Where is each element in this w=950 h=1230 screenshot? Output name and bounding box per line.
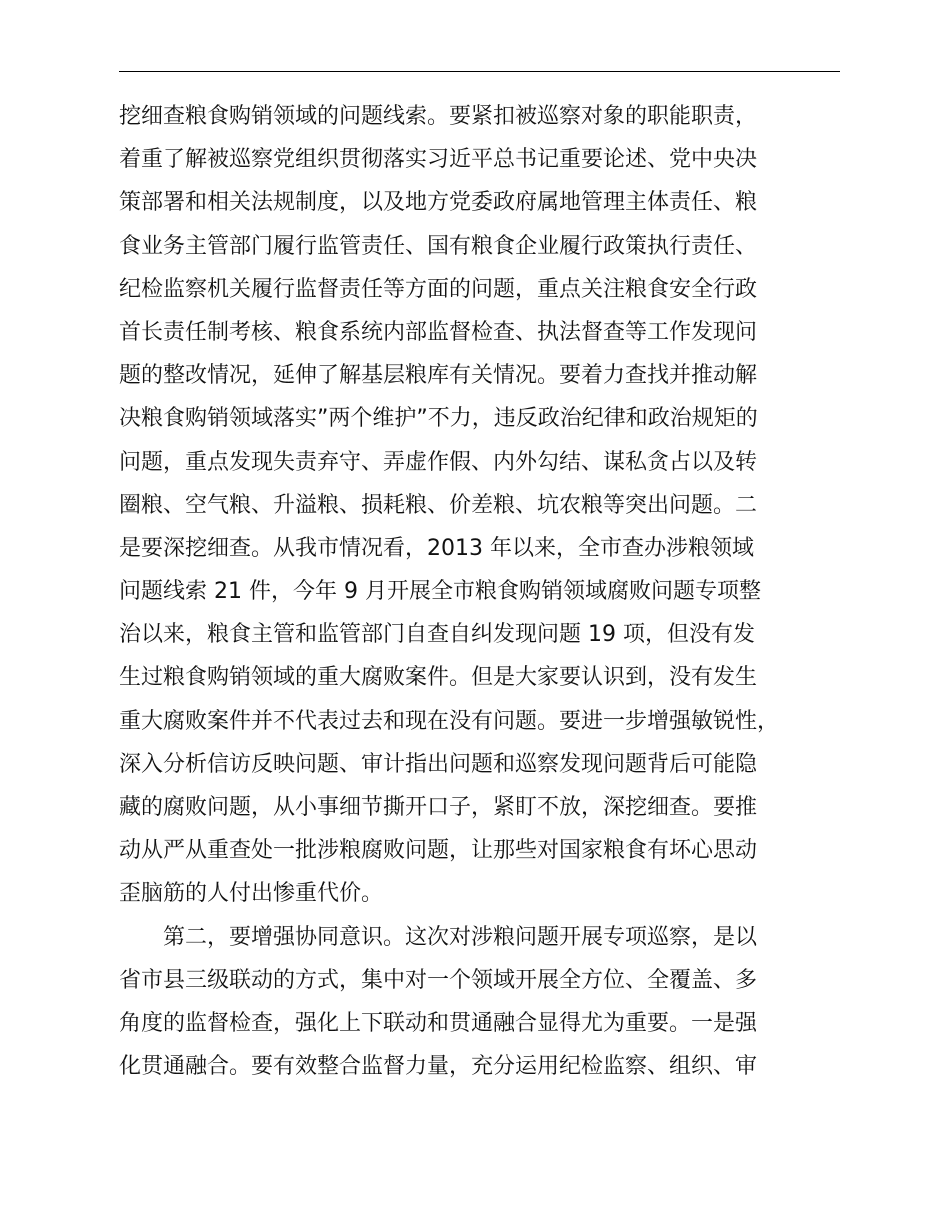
text-line: 生过粮食购销领域的重大腐败案件。但是大家要认识到，没有发生	[119, 665, 758, 691]
text-line: 治以来，粮食主管和监管部门自查自纠发现问题 19 项，但没有发	[119, 622, 755, 648]
text-line: 动从严从重查处一批涉粮腐败问题，让那些对国家粮食有坏心思动	[119, 838, 758, 864]
text-line: 着重了解被巡察党组织贯彻落实习近平总书记重要论述、党中央决	[119, 147, 758, 173]
text-line: 角度的监督检查，强化上下联动和贯通融合显得尤为重要。一是强	[119, 1010, 758, 1036]
text-line: 题的整改情况，延伸了解基层粮库有关情况。要着力查找并推动解	[119, 363, 758, 389]
body-text	[119, 95, 859, 1088]
text-line: 纪检监察机关履行监督责任等方面的问题，重点关注粮食安全行政	[119, 276, 758, 302]
paragraph-start-line: 第二，要增强协同意识。这次对涉粮问题开展专项巡察，是以	[163, 924, 758, 950]
header-rule	[119, 71, 840, 72]
text-line: 策部署和相关法规制度，以及地方党委政府属地管理主体责任、粮	[119, 190, 758, 216]
text-line: 化贯通融合。要有效整合监督力量，充分运用纪检监察、组织、审	[119, 1054, 758, 1080]
text-line: 问题线索 21 件，今年 9 月开展全市粮食购销领域腐败问题专项整	[119, 579, 761, 605]
text-line: 圈粮、空气粮、升溢粮、损耗粮、价差粮、坑农粮等突出问题。二	[119, 492, 758, 518]
text-line: 决粮食购销领域落实”两个维护”不力，违反政治纪律和政治规矩的	[119, 406, 758, 432]
text-line: 歪脑筋的人付出惨重代价。	[119, 881, 384, 907]
text-line: 挖细查粮食购销领域的问题线索。要紧扣被巡察对象的职能职责，	[119, 104, 758, 129]
text-line: 重大腐败案件并不代表过去和现在没有问题。要进一步增强敏锐性，	[119, 708, 780, 734]
text-line: 问题，重点发现失责弃守、弄虚作假、内外勾结、谋私贪占以及转	[119, 449, 758, 475]
text-line: 首长责任制考核、粮食系统内部监督检查、执法督查等工作发现问	[119, 319, 758, 345]
text-line: 藏的腐败问题，从小事细节撕开口子，紧盯不放，深挖细查。要推	[119, 795, 758, 820]
text-line: 食业务主管部门履行监管责任、国有粮食企业履行政策执行责任、	[119, 233, 758, 259]
text-line: 深入分析信访反映问题、审计指出问题和巡察发现问题背后可能隐	[119, 751, 758, 777]
text-line: 省市县三级联动的方式，集中对一个领域开展全方位、全覆盖、多	[119, 967, 758, 993]
text-line: 是要深挖细查。从我市情况看，2013 年以来，全市查办涉粮领域	[119, 535, 754, 561]
